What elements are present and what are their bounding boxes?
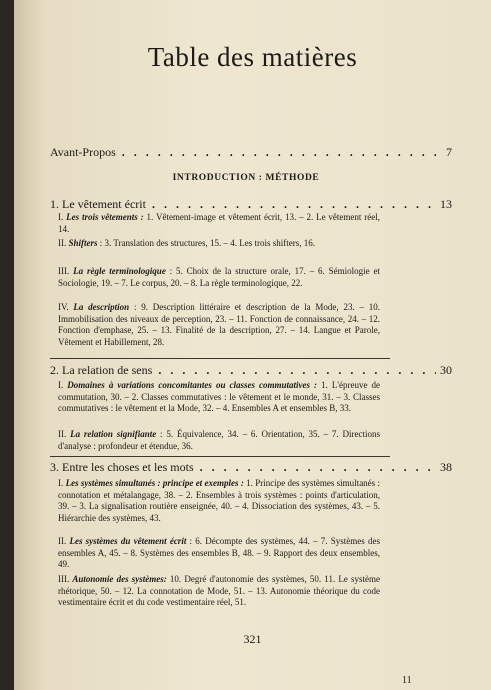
divider xyxy=(50,358,390,359)
dot-leader xyxy=(200,460,436,475)
toc-subsection: II. La relation signifiante : 5. Équivalence, 34. – 6. Orientation, 35. – 7. Directions d'analyse : profondeur et étendue, 36. xyxy=(58,429,380,451)
dot-leader xyxy=(158,363,436,378)
footer-page-number: 321 xyxy=(243,632,262,646)
toc-subsection: IV. La description : 9. Description littéraire et description de la Mode, 23. – 10. Immobilisation des niveaux de perception, 23. – 11. Fonction de connaissance, 24. – 12. Fonction d'emphase, 25. – 13. Finalité de la description, 27. – 14. Langue et Parole, Vêtement et Habillement, 28. xyxy=(58,302,381,347)
toc-subsection: I. Domaines à variations concomitantes ou classes commutatives : 1. L'épreuve de commutation, 30. – 2. Classes commutatives : le vêtement et le monde, 31. – 3. Classes commutatives : le vêtement et la Mode, 32. – 4. Ensembles A et ensembles B, 33. xyxy=(58,380,380,414)
toc-subsection: II. Les systèmes du vêtement écrit : 6. Décompte des systèmes, 44. – 7. Systèmes des ensembles A, 45. – 8. Systèmes des ensembles B, 48. – 9. Rapport des deux ensembles, 49. xyxy=(58,536,380,570)
dot-leader xyxy=(152,197,436,212)
toc-entry-chapter-3 xyxy=(50,460,452,475)
dot-leader xyxy=(122,145,436,160)
page-title: Table des matières xyxy=(147,42,358,72)
toc-subsection: III. La règle terminologique : 5. Choix de la structure orale, 17. – 6. Sémiologie et Sociologie, 19. – 7. Le corpus, 20. – 8. La règle terminologique, 22. xyxy=(58,266,380,288)
toc-subsection: III. Autonomie des systèmes: 10. Degré d'autonomie des systèmes, 50. 11. Le système rhétorique, 50. – 12. La connotation de Mode, 51. – 13. Autonomie théorique du code vestimentaire écrit et du code vestimentaire réel, 51. xyxy=(58,574,381,608)
toc-entry-label: 3. Entre les choses et les mots xyxy=(50,460,194,474)
toc-entry-page: 38 xyxy=(440,460,452,474)
toc-entry-page: 7 xyxy=(446,145,452,159)
corner-mark: 11 xyxy=(402,675,412,686)
book-page xyxy=(14,0,491,690)
toc-subsection: I. Les trois vêtements : 1. Vêtement-image et vêtement écrit, 13. – 2. Le vêtement réel, 14. xyxy=(58,212,380,234)
toc-entry-chapter-2 xyxy=(50,363,452,378)
toc-entry-label: 1. Le vêtement écrit xyxy=(50,197,146,211)
toc-entry-chapter-1 xyxy=(50,197,452,212)
toc-subsection: I. Les systèmes simultanés : principe et exemples : 1. Principe des systèmes simultanés : connotation et métalangage, 38. – 2. Ensembles à trois systèmes : points d'articulation, 39. – 3. La signalisation routière enseignée, 40. – 4. Dissociation des systèmes, 43. – 5. Hiérarchie des systèmes, 43. xyxy=(58,478,381,523)
section-heading: INTRODUCTION : MÉTHODE xyxy=(172,173,320,183)
toc-entry-page: 13 xyxy=(440,197,452,211)
toc-entry-page: 30 xyxy=(440,363,452,377)
divider xyxy=(50,456,390,457)
toc-subsection: II. Shifters : 3. Translation des structures, 15. – 4. Les trois shifters, 16. xyxy=(58,238,316,248)
toc-entry-label: 2. La relation de sens xyxy=(50,363,153,377)
toc-entry-label: Avant-Propos xyxy=(50,145,116,159)
toc-entry-avant-propos xyxy=(50,145,452,160)
